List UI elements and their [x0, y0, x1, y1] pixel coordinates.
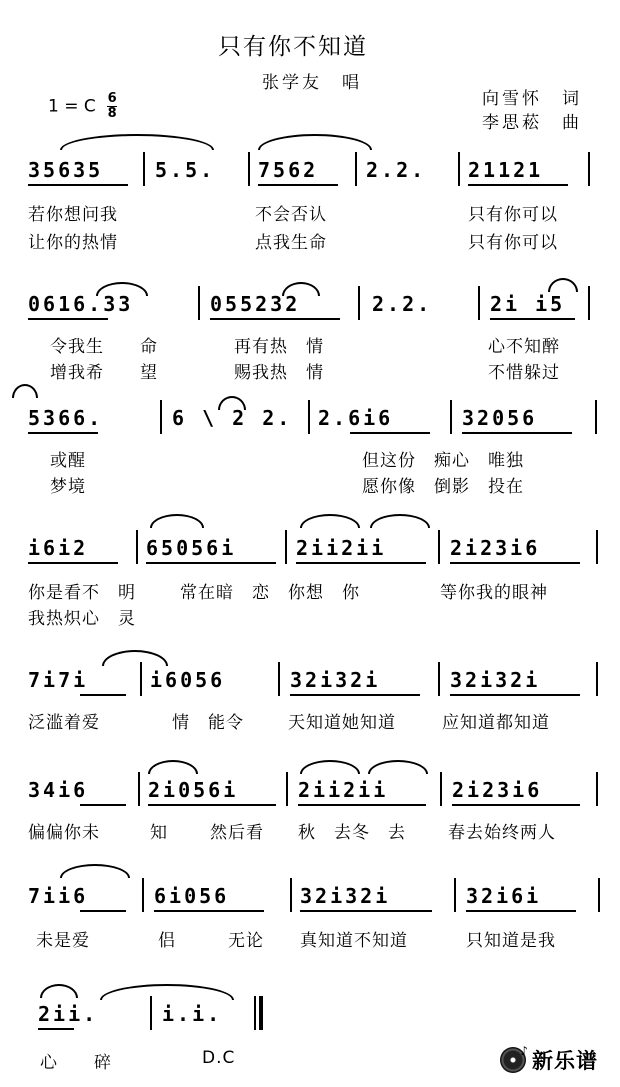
tie-mark — [102, 650, 168, 666]
lyric-line: 春去始终两人 — [448, 823, 556, 843]
beam-line — [450, 562, 580, 564]
bar-line — [285, 530, 287, 564]
measure: 2ii2ii — [298, 778, 389, 802]
lyric-line: 无论 — [228, 931, 264, 951]
measure: 2ii2ii — [296, 536, 387, 560]
bar-line — [440, 772, 442, 806]
beam-line — [28, 432, 98, 434]
time-signature — [107, 92, 117, 121]
slur-mark — [40, 984, 78, 998]
beam-line — [450, 694, 580, 696]
measure: 2ii. — [38, 1002, 99, 1026]
lyric-line: 你是看不 明 — [28, 583, 136, 603]
beam-line — [466, 910, 576, 912]
singer-credit: 张学友 唱 — [262, 73, 362, 93]
bar-line — [596, 662, 598, 696]
bar-line — [588, 152, 590, 186]
bar-line — [160, 400, 162, 434]
lyric-line: 不惜躲过 — [488, 363, 560, 383]
bar-line — [596, 530, 598, 564]
site-logo — [500, 1045, 598, 1075]
bar-line — [458, 152, 460, 186]
beam-line — [452, 804, 580, 806]
lyric-line: 或醒 — [50, 451, 86, 471]
beam-line — [490, 318, 575, 320]
key-signature — [48, 92, 117, 121]
bar-line — [308, 400, 310, 434]
bar-line — [143, 152, 145, 186]
slur-mark — [150, 514, 204, 528]
lyric-line: 再有热 情 — [234, 337, 324, 357]
lyric-line: 增我希 望 — [50, 363, 158, 383]
lyric-line: 心 碎 — [40, 1053, 112, 1073]
lyric-line: 真知道不知道 — [300, 931, 408, 951]
bar-line — [248, 152, 250, 186]
lyric-line: 愿你像 倒影 投在 — [362, 477, 524, 497]
lyric-line: 令我生 命 — [50, 337, 158, 357]
measure: i.i. — [162, 1002, 223, 1026]
lyric-line: 只知道是我 — [466, 931, 556, 951]
beam-line — [298, 804, 426, 806]
bar-line — [596, 772, 598, 806]
beam-line — [28, 184, 128, 186]
bar-line — [438, 662, 440, 696]
beam-line — [462, 432, 572, 434]
lyric-line: 情 能令 — [172, 713, 244, 733]
lyricist-credit: 向雪怀 词 — [482, 89, 582, 109]
time-signature-top: 6 — [107, 91, 117, 106]
lyric-line: 若你想问我 — [28, 205, 118, 225]
measure: 2.6i6 — [318, 406, 394, 430]
slur-mark — [368, 760, 428, 774]
measure: 5366. — [28, 406, 104, 430]
bar-line — [278, 662, 280, 696]
final-bar-line-thin — [254, 996, 256, 1030]
beam-line — [80, 694, 126, 696]
slur-mark — [300, 760, 360, 774]
lyric-line: 常在暗 恋 你想 你 — [180, 583, 360, 603]
measure: 32i32i — [450, 668, 541, 692]
slur-mark — [148, 760, 198, 774]
measure: 2i i5 — [490, 292, 566, 316]
beam-line — [154, 910, 264, 912]
measure: 32i32i — [290, 668, 381, 692]
measure: 35635 — [28, 158, 104, 182]
bar-line — [478, 286, 480, 320]
time-signature-bottom: 8 — [107, 106, 117, 121]
measure: 6 \ 2 2. — [172, 406, 293, 430]
lyric-line: 赐我热 情 — [234, 363, 324, 383]
record-disc-icon: ♪ — [500, 1047, 526, 1073]
measure: 2.2. — [372, 292, 433, 316]
measure: 32i6i — [466, 884, 542, 908]
lyric-line: 知 — [150, 823, 168, 843]
key-label: 1 = C — [48, 96, 96, 117]
lyric-line: 只有你可以 — [468, 205, 558, 225]
lyric-line: 天知道她知道 — [288, 713, 396, 733]
lyric-line: 我热炽心 灵 — [28, 609, 136, 629]
bar-line — [598, 878, 600, 912]
bar-line — [136, 530, 138, 564]
tie-mark — [258, 134, 372, 150]
measure: i6056 — [150, 668, 226, 692]
bar-line — [138, 772, 140, 806]
lyric-line: 偏偏你未 — [28, 823, 100, 843]
beam-line — [300, 910, 432, 912]
lyric-line: 但这份 痴心 唯独 — [362, 451, 524, 471]
lyric-line: 心不知醉 — [488, 337, 560, 357]
beam-line — [80, 910, 126, 912]
lyric-line: 然后看 — [210, 823, 264, 843]
lyric-line: 只有你可以 — [468, 233, 558, 253]
song-title: 只有你不知道 — [218, 34, 368, 60]
measure: 2.2. — [366, 158, 427, 182]
measure: i6i2 — [28, 536, 89, 560]
beam-line — [210, 318, 340, 320]
site-logo-text: 新乐谱 — [532, 1049, 598, 1073]
lyric-line: 让你的热情 — [28, 233, 118, 253]
lyric-line: 应知道都知道 — [442, 713, 550, 733]
slur-mark — [60, 864, 130, 878]
final-bar-line-thick — [259, 996, 263, 1030]
slur-mark — [12, 384, 38, 398]
lyric-line: 不会否认 — [255, 205, 327, 225]
measure: 7ii6 — [28, 884, 89, 908]
beam-line — [148, 804, 276, 806]
slur-mark — [300, 514, 360, 528]
measure: 32056 — [462, 406, 538, 430]
bar-line — [450, 400, 452, 434]
measure: 2i056i — [148, 778, 239, 802]
bar-line — [454, 878, 456, 912]
lyric-line: 等你我的眼神 — [440, 583, 548, 603]
measure: 2i23i6 — [450, 536, 541, 560]
measure: 65056i — [146, 536, 237, 560]
lyric-line: 梦境 — [50, 477, 86, 497]
beam-line — [350, 432, 430, 434]
measure: 0616.33 — [28, 292, 134, 316]
bar-line — [290, 878, 292, 912]
bar-line — [142, 878, 144, 912]
bar-line — [198, 286, 200, 320]
bar-line — [150, 996, 152, 1030]
beam-line — [290, 694, 420, 696]
measure: 6i056 — [154, 884, 230, 908]
beam-line — [28, 562, 118, 564]
bar-line — [595, 400, 597, 434]
lyric-line: 侣 — [158, 931, 176, 951]
bar-line — [358, 286, 360, 320]
slur-mark — [370, 514, 430, 528]
beam-line — [468, 184, 568, 186]
beam-line — [258, 184, 338, 186]
lyric-line: 未是爱 — [36, 931, 90, 951]
beam-line — [38, 1028, 74, 1030]
beam-line — [28, 318, 108, 320]
beam-line — [80, 804, 126, 806]
composer-credit: 李思菘 曲 — [482, 113, 582, 133]
lyric-line: 秋 去冬 去 — [298, 823, 406, 843]
da-capo-marking: D.C — [202, 1048, 236, 1068]
measure: 2i23i6 — [452, 778, 543, 802]
beam-line — [296, 562, 426, 564]
tie-mark — [60, 134, 214, 150]
bar-line — [286, 772, 288, 806]
measure: 7i7i — [28, 668, 89, 692]
beam-line — [146, 562, 276, 564]
bar-line — [355, 152, 357, 186]
bar-line — [140, 662, 142, 696]
bar-line — [588, 286, 590, 320]
measure: 32i32i — [300, 884, 391, 908]
measure: 5.5. — [155, 158, 216, 182]
measure: 34i6 — [28, 778, 89, 802]
lyric-line: 泛滥着爱 — [28, 713, 100, 733]
bar-line — [438, 530, 440, 564]
measure: 055232 — [210, 292, 301, 316]
measure: 21121 — [468, 158, 544, 182]
measure: 7562 — [258, 158, 319, 182]
lyric-line: 点我生命 — [255, 233, 327, 253]
tie-mark — [100, 984, 234, 1000]
slur-mark — [548, 278, 578, 292]
